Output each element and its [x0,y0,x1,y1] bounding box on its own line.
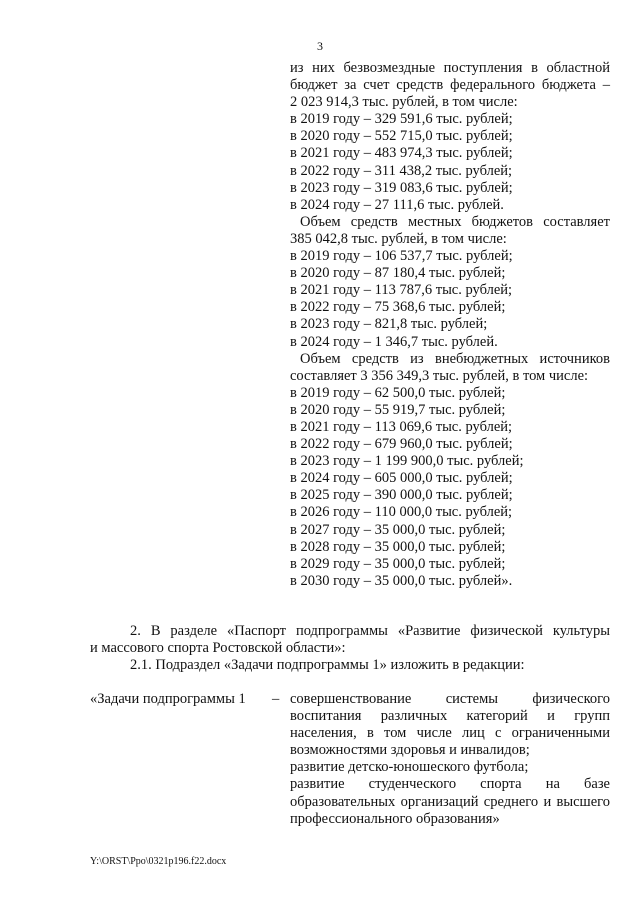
extra-year-line: в 2019 году – 62 500,0 тыс. рублей; [290,384,506,401]
local-year-line: в 2021 году – 113 787,6 тыс. рублей; [290,282,513,299]
federal-year-line: в 2020 году – 552 715,0 тыс. рублей; [290,128,513,145]
task-line: совершенствование системы физического [290,691,610,707]
federal-year-line: в 2023 году – 319 083,6 тыс. рублей; [290,179,513,196]
task-line: населения, в том числе лиц с ограниченными [290,725,610,742]
tasks-dash: – [272,691,280,707]
section-2-heading-cont: и массового спорта Ростовской области»: [90,640,346,657]
local-year-line: в 2024 году – 1 346,7 тыс. рублей. [290,333,498,350]
extra-intro-line: Объем средств из внебюджетных источников [300,350,610,367]
task-line: образовательных организаций среднего и высшего [290,793,610,810]
extra-year-line: в 2028 году – 35 000,0 тыс. рублей; [290,538,506,555]
extra-year-line: в 2030 году – 35 000,0 тыс. рублей». [290,572,513,589]
extra-year-line: в 2029 году – 35 000,0 тыс. рублей; [290,555,506,572]
local-year-line: в 2023 году – 821,8 тыс. рублей; [290,316,488,333]
task-line: профессионального образования» [290,810,500,827]
federal-year-line: в 2022 году – 311 438,2 тыс. рублей; [290,162,513,179]
task-line: воспитания различных категорий и групп [290,708,610,725]
section-2 [90,623,610,674]
local-intro-line: Объем средств местных бюджетов составляет [300,213,610,230]
federal-year-line: в 2024 году – 27 111,6 тыс. рублей. [290,196,504,213]
section-2-1-heading: 2.1. Подраздел «Задачи подпрограммы 1» изложить в редакции: [130,657,525,674]
federal-intro-line: 2 023 914,3 тыс. рублей, в том числе: [290,94,518,111]
task-line: возможностями здоровья и инвалидов; [290,742,530,759]
extra-intro-line: составляет 3 356 349,3 тыс. рублей, в том числе: [290,367,589,384]
file-path-footer: Y:\ORST\Ppo\0321p196.f22.docx [90,856,227,867]
federal-intro-line: из них безвозмездные поступления в областной [290,60,610,76]
extra-year-line: в 2022 году – 679 960,0 тыс. рублей; [290,436,513,453]
local-year-line: в 2022 году – 75 368,6 тыс. рублей; [290,299,506,316]
tasks-label: «Задачи подпрограммы 1 [90,691,246,707]
section-2-heading: 2. В разделе «Паспорт подпрограммы «Развитие физической культуры [130,623,610,639]
page-number: 3 [317,39,323,53]
funding-column [290,60,610,590]
extra-year-line: в 2021 году – 113 069,6 тыс. рублей; [290,418,513,435]
federal-year-line: в 2019 году – 329 591,6 тыс. рублей; [290,111,513,128]
extra-year-line: в 2027 году – 35 000,0 тыс. рублей; [290,521,506,538]
federal-intro-line: бюджет за счет средств федерального бюджета – [290,77,610,94]
local-year-line: в 2020 году – 87 180,4 тыс. рублей; [290,265,506,282]
extra-year-line: в 2020 году – 55 919,7 тыс. рублей; [290,401,506,418]
extra-year-line: в 2026 году – 110 000,0 тыс. рублей; [290,504,513,521]
tasks-text [290,691,610,828]
task-line: развитие студенческого спорта на базе [290,776,610,793]
federal-year-line: в 2021 году – 483 974,3 тыс. рублей; [290,145,513,162]
extra-year-line: в 2025 году – 390 000,0 тыс. рублей; [290,487,513,504]
task-line: развитие детско-юношеского футбола; [290,759,529,776]
extra-year-line: в 2024 году – 605 000,0 тыс. рублей; [290,470,513,487]
local-intro-line: 385 042,8 тыс. рублей, в том числе: [290,230,507,247]
local-year-line: в 2019 году – 106 537,7 тыс. рублей; [290,248,513,265]
extra-year-line: в 2023 году – 1 199 900,0 тыс. рублей; [290,453,524,470]
